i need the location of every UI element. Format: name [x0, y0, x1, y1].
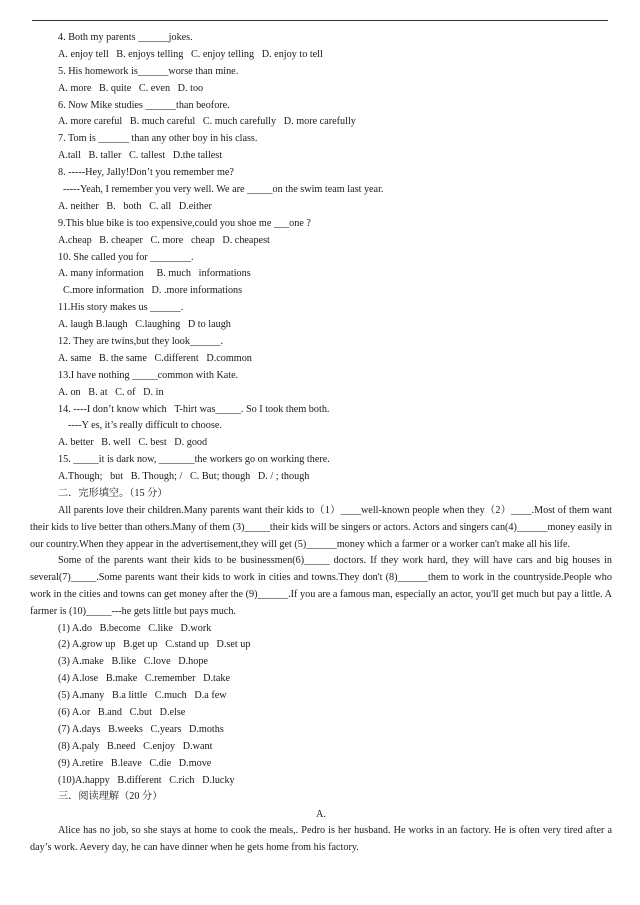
cloze-option: (7) A.days B.weeks C.years D.moths: [58, 723, 224, 735]
question-options: A. enjoy tell B. enjoys telling C. enjoy telling D. enjoy to tell: [58, 48, 323, 60]
question-text: 15. _____it is dark now, _______the workers go on working there.: [58, 454, 330, 466]
question-dialogue: ----Y es, it’s really difficult to choose.: [68, 420, 222, 432]
cloze-option: (9) A.retire B.leave C.die D.move: [58, 757, 212, 769]
question-text: 9.This blue bike is too expensive,could you shoe me ___one ?: [58, 217, 311, 229]
exam-page: [30, 30, 612, 857]
question-text: 14. ----I don’t know which T-hirt was_____. So I took them both.: [58, 403, 330, 415]
question-options: A. more careful B. much careful C. much carefully D. more carefully: [58, 116, 356, 128]
question-text: 7. Tom is ______ than any other boy in his class.: [58, 133, 258, 145]
question-options: C.more information D. .more informations: [63, 285, 243, 297]
question-options: A.Though; but B. Though; / C. But; though D. / ; though: [58, 471, 310, 483]
section-heading: 二．完形填空。（15 分）: [58, 488, 168, 500]
cloze-option: (8) A.paly B.need C.enjoy D.want: [58, 740, 213, 752]
question-options: A. more B. quite C. even D. too: [58, 82, 204, 94]
question-options: A. better B. well C. best D. good: [58, 437, 208, 449]
question-options: A. neither B. both C. all D.either: [58, 200, 212, 212]
cloze-option: (2) A.grow up B.get up C.stand up D.set up: [58, 639, 251, 651]
question-text: 4. Both my parents ______jokes.: [58, 32, 193, 43]
cloze-option: (10)A.happy B.different C.rich D.lucky: [58, 774, 235, 786]
cloze-paragraph: [30, 553, 612, 620]
question-options: A. on B. at C. of D. in: [58, 386, 164, 398]
question-text: 11.His story makes us ______.: [58, 302, 184, 314]
reading-paragraph: [30, 823, 612, 857]
reading-paragraph-text: Alice has no job, so she stays at home to cook the meals,. Pedro is her husband. He works in an factory. He is often very tired after a day’s work. Aevery day, he can have dinner when he gets home from his factory.: [30, 825, 612, 854]
question-dialogue: -----Yeah, I remember you very well. We are _____on the swim team last year.: [63, 184, 384, 196]
cloze-paragraph-text: Some of the parents want their kids to be businessmen(6)_____ doctors. If they work hard, they will have cars and big houses in several(7)_____.Some parents want their kids to work in cities and towns.They don't (8)______them to work in the countryside.People who work in the cities and towns can get money after the (9)______.If you are a famous man, especially an actor, you'll get much but pay a little. A farmer is (10)_____---he gets little but pays much.: [30, 555, 612, 617]
cloze-paragraph: [30, 503, 612, 553]
question-text: 12. They are twins,but they look______.: [58, 336, 224, 348]
question-options: A.tall B. taller C. tallest D.the tallest: [58, 150, 223, 162]
question-options: A.cheap B. cheaper C. more cheap D. cheapest: [58, 234, 270, 246]
top-rule: [32, 20, 608, 21]
question-text: 10. She called you for ________.: [58, 251, 194, 263]
question-text: 8. -----Hey, Jally!Don’t you remember me?: [58, 167, 234, 179]
cloze-paragraph-text: All parents love their children.Many parents want their kids to（1）____well-known people when they（2）____.Most of them want their kids to live better than others.Many of them (3)_____their kids will be singers or actors. Actors and singers can(4)______money easily in our country.When they appear in the advertisement,they will get (5)______money which a farmer or a worker can't make all his life.: [30, 504, 612, 550]
cloze-option: (5) A.many B.a little C.much D.a few: [58, 690, 227, 702]
cloze-option: (6) A.or B.and C.but D.else: [58, 706, 186, 718]
question-text: 13.I have nothing _____common with Kate.: [58, 369, 239, 381]
cloze-option: (3) A.make B.like C.love D.hope: [58, 656, 208, 668]
question-text: 6. Now Mike studies ______than beofore.: [58, 99, 230, 111]
passage-label: A.: [316, 809, 326, 821]
question-options: A. same B. the same C.different D.common: [58, 352, 252, 364]
cloze-option: (4) A.lose B.make C.remember D.take: [58, 673, 231, 685]
question-options: A. laugh B.laugh C.laughing D to laugh: [58, 319, 231, 331]
question-text: 5. His homework is______worse than mine.: [58, 65, 239, 77]
cloze-option: (1) A.do B.become C.like D.work: [58, 622, 212, 634]
section-heading: 三．阅读理解（20 分）: [58, 791, 163, 803]
question-options: A. many information B. much informations: [58, 268, 251, 280]
